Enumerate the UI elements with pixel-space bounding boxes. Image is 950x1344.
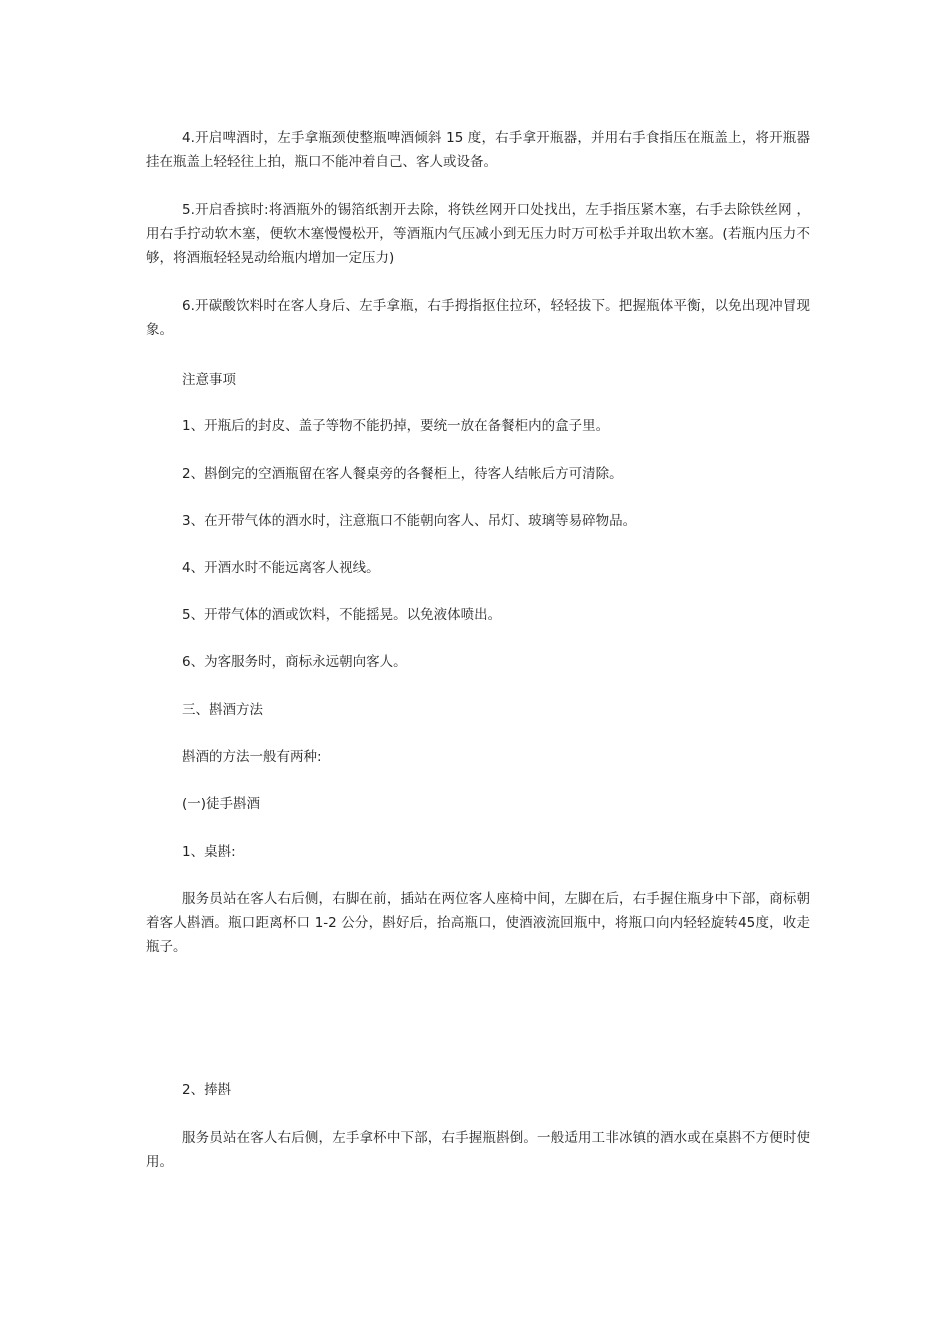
- note-item-6: 6、为客服务时，商标永远朝向客人。: [182, 654, 407, 670]
- pouring-intro: 斟酒的方法一般有两种:: [182, 749, 322, 765]
- note-item-1: 1、开瓶后的封皮、盖子等物不能扔掉，要统一放在备餐柜内的盒子里。: [182, 418, 610, 434]
- note-item-5: 5、开带气体的酒或饮料，不能摇晃。以免液体喷出。: [182, 607, 502, 623]
- heading-notes: 注意事项: [182, 372, 236, 388]
- heading-pouring-methods: 三、斟酒方法: [182, 702, 263, 718]
- note-item-4: 4、开酒水时不能远离客人视线。: [182, 560, 380, 576]
- paragraph-open-soda: 6.开碳酸饮料时在客人身后、左手拿瓶，右手拇指抠住拉环，轻轻拔下。把握瓶体平衡，以免出现冲冒现象。: [146, 298, 810, 338]
- note-item-3: 3、在开带气体的酒水时，注意瓶口不能朝向客人、吊灯、玻璃等易碎物品。: [182, 513, 637, 529]
- paragraph-table-pouring: 服务员站在客人右后侧，右脚在前，插站在两位客人座椅中间，左脚在后，右手握住瓶身中下部，商标朝着客人斟酒。瓶口距离杯口 1-2 公分，斟好后，抬高瓶口，使酒液流回瓶中，将瓶口向内轻轻旋转45度，收走瓶子。: [146, 891, 810, 955]
- paragraph-hold-pouring: 服务员站在客人右后侧，左手拿杯中下部，右手握瓶斟倒。一般适用工非冰镇的酒水或在桌斟不方便时使用。: [146, 1130, 810, 1170]
- paragraph-open-champagne: 5.开启香摈时:将酒瓶外的锡箔纸割开去除，将铁丝网开口处找出，左手指压紧木塞，右手去除铁丝网 ，用右手拧动软木塞，便软木塞慢慢松开，等酒瓶内气压减小到无压力时万可松手并取出软木塞。(若瓶内压力不够，将酒瓶轻轻晃动给瓶内增加一定压力): [146, 202, 810, 266]
- paragraph-open-beer: 4.开启啤酒时，左手拿瓶颈使整瓶啤酒倾斜 15 度，右手拿开瓶器，并用右手食指压在瓶盖上，将开瓶器挂在瓶盖上轻轻往上拍，瓶口不能冲着自己、客人或设备。: [146, 130, 810, 170]
- subheading-hold-pouring: 2、捧斟: [182, 1082, 232, 1098]
- subheading-hand-pouring: (一)徒手斟酒: [182, 796, 261, 812]
- subheading-table-pouring: 1、桌斟:: [182, 844, 236, 860]
- note-item-2: 2、斟倒完的空酒瓶留在客人餐桌旁的各餐柜上，待客人结帐后方可清除。: [182, 466, 623, 482]
